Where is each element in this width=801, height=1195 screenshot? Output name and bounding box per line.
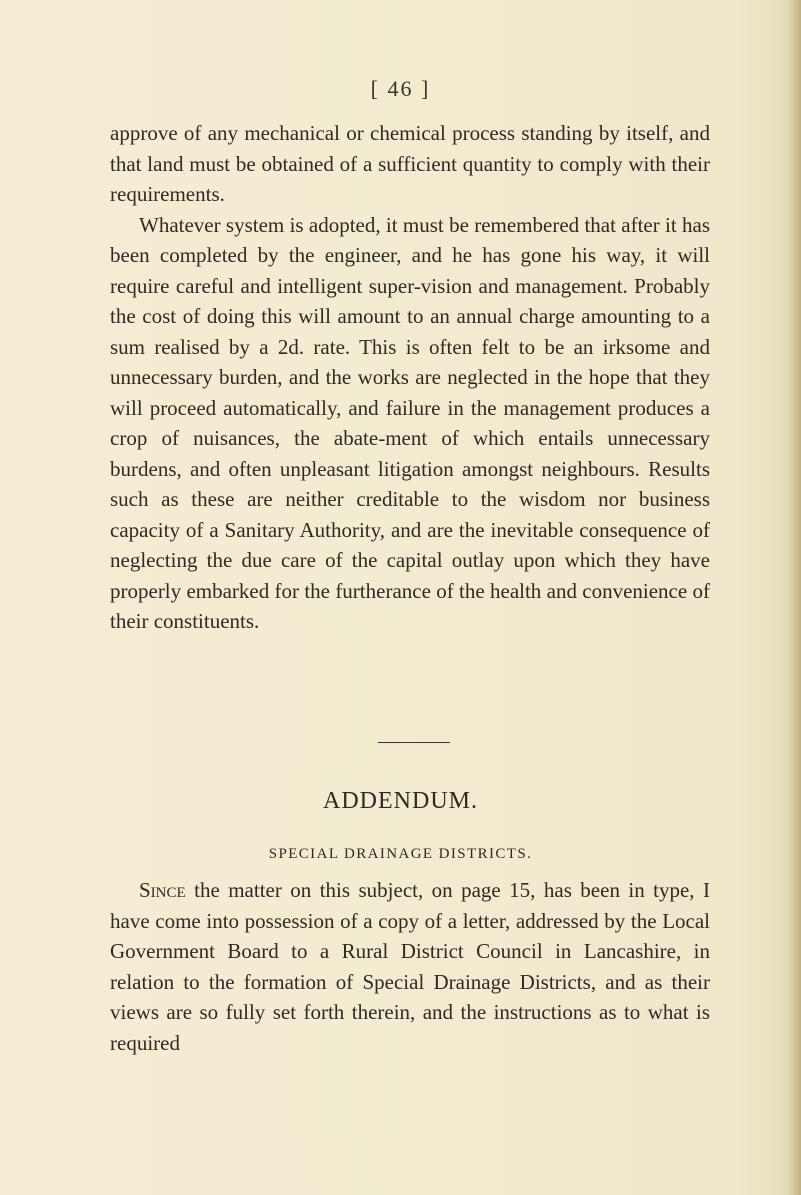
paragraph-continuation: approve of any mechanical or chemical process standing by itself, and that land must be obtained of a sufficient quantity to comply with their requirements.	[110, 121, 710, 206]
addendum-paragraph	[110, 875, 710, 1058]
addendum-text-block	[110, 875, 710, 1058]
addendum-heading: ADDENDUM.	[323, 788, 478, 814]
paragraph-system: Whatever system is adopted, it must be remembered that after it has been completed by the engineer, and he has gone his way, it will require careful and intelligent super-vision and management. Probably the cost of doing this will amount to an annual charge amounting to a sum realised by a 2d. rate. This is often felt to be an irksome and unnecessary burden, and the works are neglected in the hope that they will proceed automatically, and failure in the management produces a crop of nuisances, the abate-ment of which entails unnecessary burdens, and often unpleasant litigation amongst neighbours. Results such as these are neither creditable to the wisdom nor business capacity of a Sanitary Authority, and are the inevitable consequence of neglecting the due care of the capital outlay upon which they have properly embarked for the furtherance of the health and convenience of their constituents.	[110, 212, 710, 633]
section-divider	[378, 742, 450, 743]
main-text-block	[110, 118, 710, 637]
page-number: [ 46 ]	[370, 76, 431, 101]
page-edge-shadow	[787, 0, 801, 1195]
addendum-paragraph-text: the matter on this subject, on page 15, has been in type, I have come into possession of a copy of a letter, addressed by the Local Government Board to a Rural District Council in Lancashire, in relation to the formation of Special Drainage Districts, and as their views are so fully set forth therein, and the instructions as to what is required	[110, 878, 710, 1055]
addendum-lead-word: Since	[139, 878, 186, 902]
addendum-subheading: SPECIAL DRAINAGE DISTRICTS.	[268, 846, 533, 862]
